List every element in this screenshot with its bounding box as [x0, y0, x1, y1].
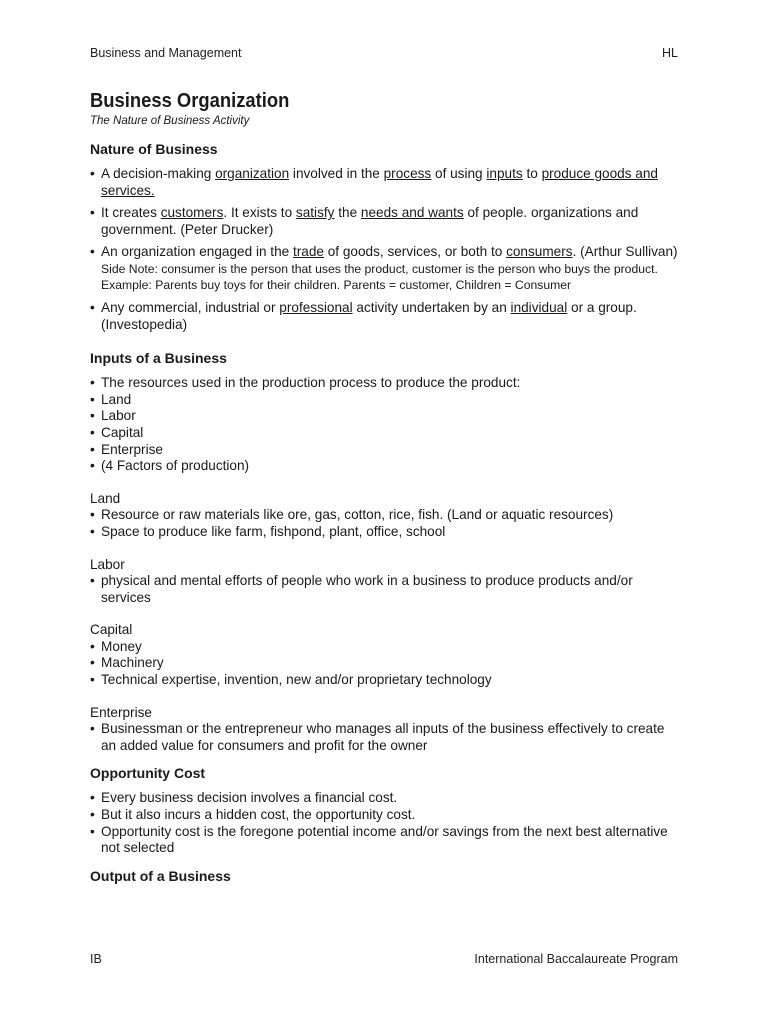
header-course: Business and Management — [90, 46, 242, 60]
enterprise-list — [90, 721, 680, 754]
opportunity-list — [90, 790, 680, 856]
list-item-text: Capital — [101, 424, 144, 440]
underlined-term: satisfy — [295, 205, 335, 221]
list-item-text: Technical expertise, invention, new and/or proprietary technology — [101, 672, 492, 688]
list-item-text: Businessman or the entrepreneur who manages all inputs of the business effectively to create an added value for consumers and profit for the owner — [101, 721, 665, 753]
bullet-icon: • — [90, 823, 95, 839]
spacer — [90, 333, 680, 349]
list-item — [90, 166, 680, 199]
bullet-icon: • — [90, 807, 95, 823]
list-item — [90, 721, 680, 754]
list-item-text: (4 Factors of production) — [101, 458, 250, 474]
bullet-icon: • — [90, 205, 95, 221]
land-list — [90, 507, 680, 540]
enterprise-heading: Enterprise — [90, 704, 152, 720]
bullet-icon: • — [90, 391, 95, 407]
section-output-heading: Output of a Business — [90, 867, 231, 884]
underlined-term: produce goods and services. — [101, 166, 658, 198]
text-run: . (Arthur Sullivan) — [572, 244, 678, 260]
spacer — [90, 689, 680, 705]
text-run: activity undertaken by an — [352, 299, 511, 315]
bullet-icon: • — [90, 299, 95, 315]
header-level: HL — [662, 46, 678, 60]
nature-list — [90, 166, 680, 333]
list-item — [90, 524, 680, 541]
text-run: . It exists to — [223, 205, 296, 221]
bullet-icon: • — [90, 166, 95, 181]
bullet-icon: • — [90, 408, 95, 424]
page-subtitle: The Nature of Business Activity — [90, 115, 250, 127]
list-item-text: physical and mental efforts of people who work in a business to produce products and/or services — [101, 573, 633, 605]
list-item-text: Labor — [101, 408, 136, 424]
text-run: It creates — [101, 205, 161, 221]
underlined-term: trade — [292, 244, 324, 260]
section-nature-heading: Nature of Business — [90, 141, 218, 157]
spacer — [90, 541, 680, 557]
list-item — [90, 300, 680, 333]
page-title: Business Organization — [90, 90, 290, 112]
list-item — [90, 807, 680, 824]
bullet-icon: • — [90, 638, 95, 654]
bullet-icon: • — [90, 441, 95, 457]
list-item — [90, 375, 680, 392]
text-run: or a group. (Investopedia) — [101, 299, 637, 332]
text-run: A decision-making — [101, 166, 216, 181]
page-header — [90, 46, 678, 60]
spacer — [90, 857, 680, 867]
bullet-icon: • — [90, 458, 95, 474]
list-item — [90, 639, 680, 656]
spacer — [90, 475, 680, 491]
labor-heading: Labor — [90, 556, 125, 572]
labor-list — [90, 573, 680, 606]
list-item — [90, 244, 680, 261]
list-item — [90, 408, 680, 425]
section-inputs-heading: Inputs of a Business — [90, 350, 227, 367]
underlined-term: organization — [215, 166, 290, 181]
list-item-text: Space to produce like farm, fishpond, plant, office, school — [101, 523, 446, 539]
bullet-icon: • — [90, 655, 95, 671]
text-run: Any commercial, industrial or — [101, 299, 280, 315]
text-run: to — [522, 166, 542, 181]
bullet-icon: • — [90, 790, 95, 806]
list-item-text: But it also incurs a hidden cost, the opportunity cost. — [101, 807, 416, 823]
list-item-text: Land — [101, 391, 132, 407]
text-run: the — [334, 205, 361, 221]
underlined-term: inputs — [486, 166, 523, 181]
text-run: of goods, services, or both to — [323, 244, 507, 260]
list-item — [90, 507, 680, 524]
list-item — [90, 824, 680, 857]
list-item — [90, 573, 680, 606]
capital-list — [90, 639, 680, 689]
list-item — [90, 392, 680, 409]
example-note: Example: Parents buy toys for their children. Parents = customer, Children = Consumer — [101, 277, 572, 292]
list-item — [90, 205, 680, 238]
text-run: of using — [431, 166, 487, 181]
bullet-icon: • — [90, 507, 95, 523]
page-footer — [90, 952, 678, 966]
bullet-icon: • — [90, 375, 95, 391]
list-item — [90, 672, 680, 689]
list-item-text: Machinery — [101, 655, 164, 671]
underlined-term: customers — [160, 205, 224, 221]
bullet-icon: • — [90, 424, 95, 440]
list-item-text: Opportunity cost is the foregone potential income and/or savings from the next best alternative not selected — [101, 823, 668, 856]
list-item-text: Every business decision involves a financial cost. — [101, 790, 398, 806]
underlined-term: individual — [510, 299, 568, 315]
inputs-list — [90, 375, 680, 475]
land-heading: Land — [90, 490, 121, 506]
page-content — [90, 88, 680, 893]
text-run: An organization engaged in the — [101, 244, 293, 260]
section-opportunity-heading: Opportunity Cost — [90, 765, 206, 782]
footer-program: International Baccalaureate Program — [474, 952, 678, 966]
list-item — [90, 442, 680, 459]
list-item-text: The resources used in the production process to produce the product: — [101, 375, 521, 391]
text-run: of people. organizations and government. (Peter Drucker) — [101, 205, 639, 237]
bullet-icon: • — [90, 523, 95, 539]
underlined-term: needs and wants — [360, 205, 464, 221]
underlined-term: consumers — [506, 244, 573, 260]
capital-heading: Capital — [90, 622, 133, 638]
text-run: involved in the — [289, 166, 384, 181]
underlined-term: process — [383, 166, 432, 181]
list-item — [90, 425, 680, 442]
bullet-icon: • — [90, 721, 95, 737]
list-item — [90, 655, 680, 672]
footer-ib: IB — [90, 952, 102, 966]
list-item — [90, 458, 680, 475]
spacer — [90, 606, 680, 622]
side-note: Side Note: consumer is the person that uses the product, customer is the person who buys the product. — [101, 261, 658, 276]
spacer — [90, 754, 680, 764]
bullet-icon: • — [90, 244, 95, 260]
underlined-term: professional — [279, 299, 353, 315]
list-item — [90, 790, 680, 807]
bullet-icon: • — [90, 672, 95, 688]
list-item-text: Enterprise — [101, 441, 163, 457]
list-item-text: Resource or raw materials like ore, gas, cotton, rice, fish. (Land or aquatic resources) — [101, 507, 614, 523]
list-item-text: Money — [101, 638, 142, 654]
bullet-icon: • — [90, 573, 95, 589]
